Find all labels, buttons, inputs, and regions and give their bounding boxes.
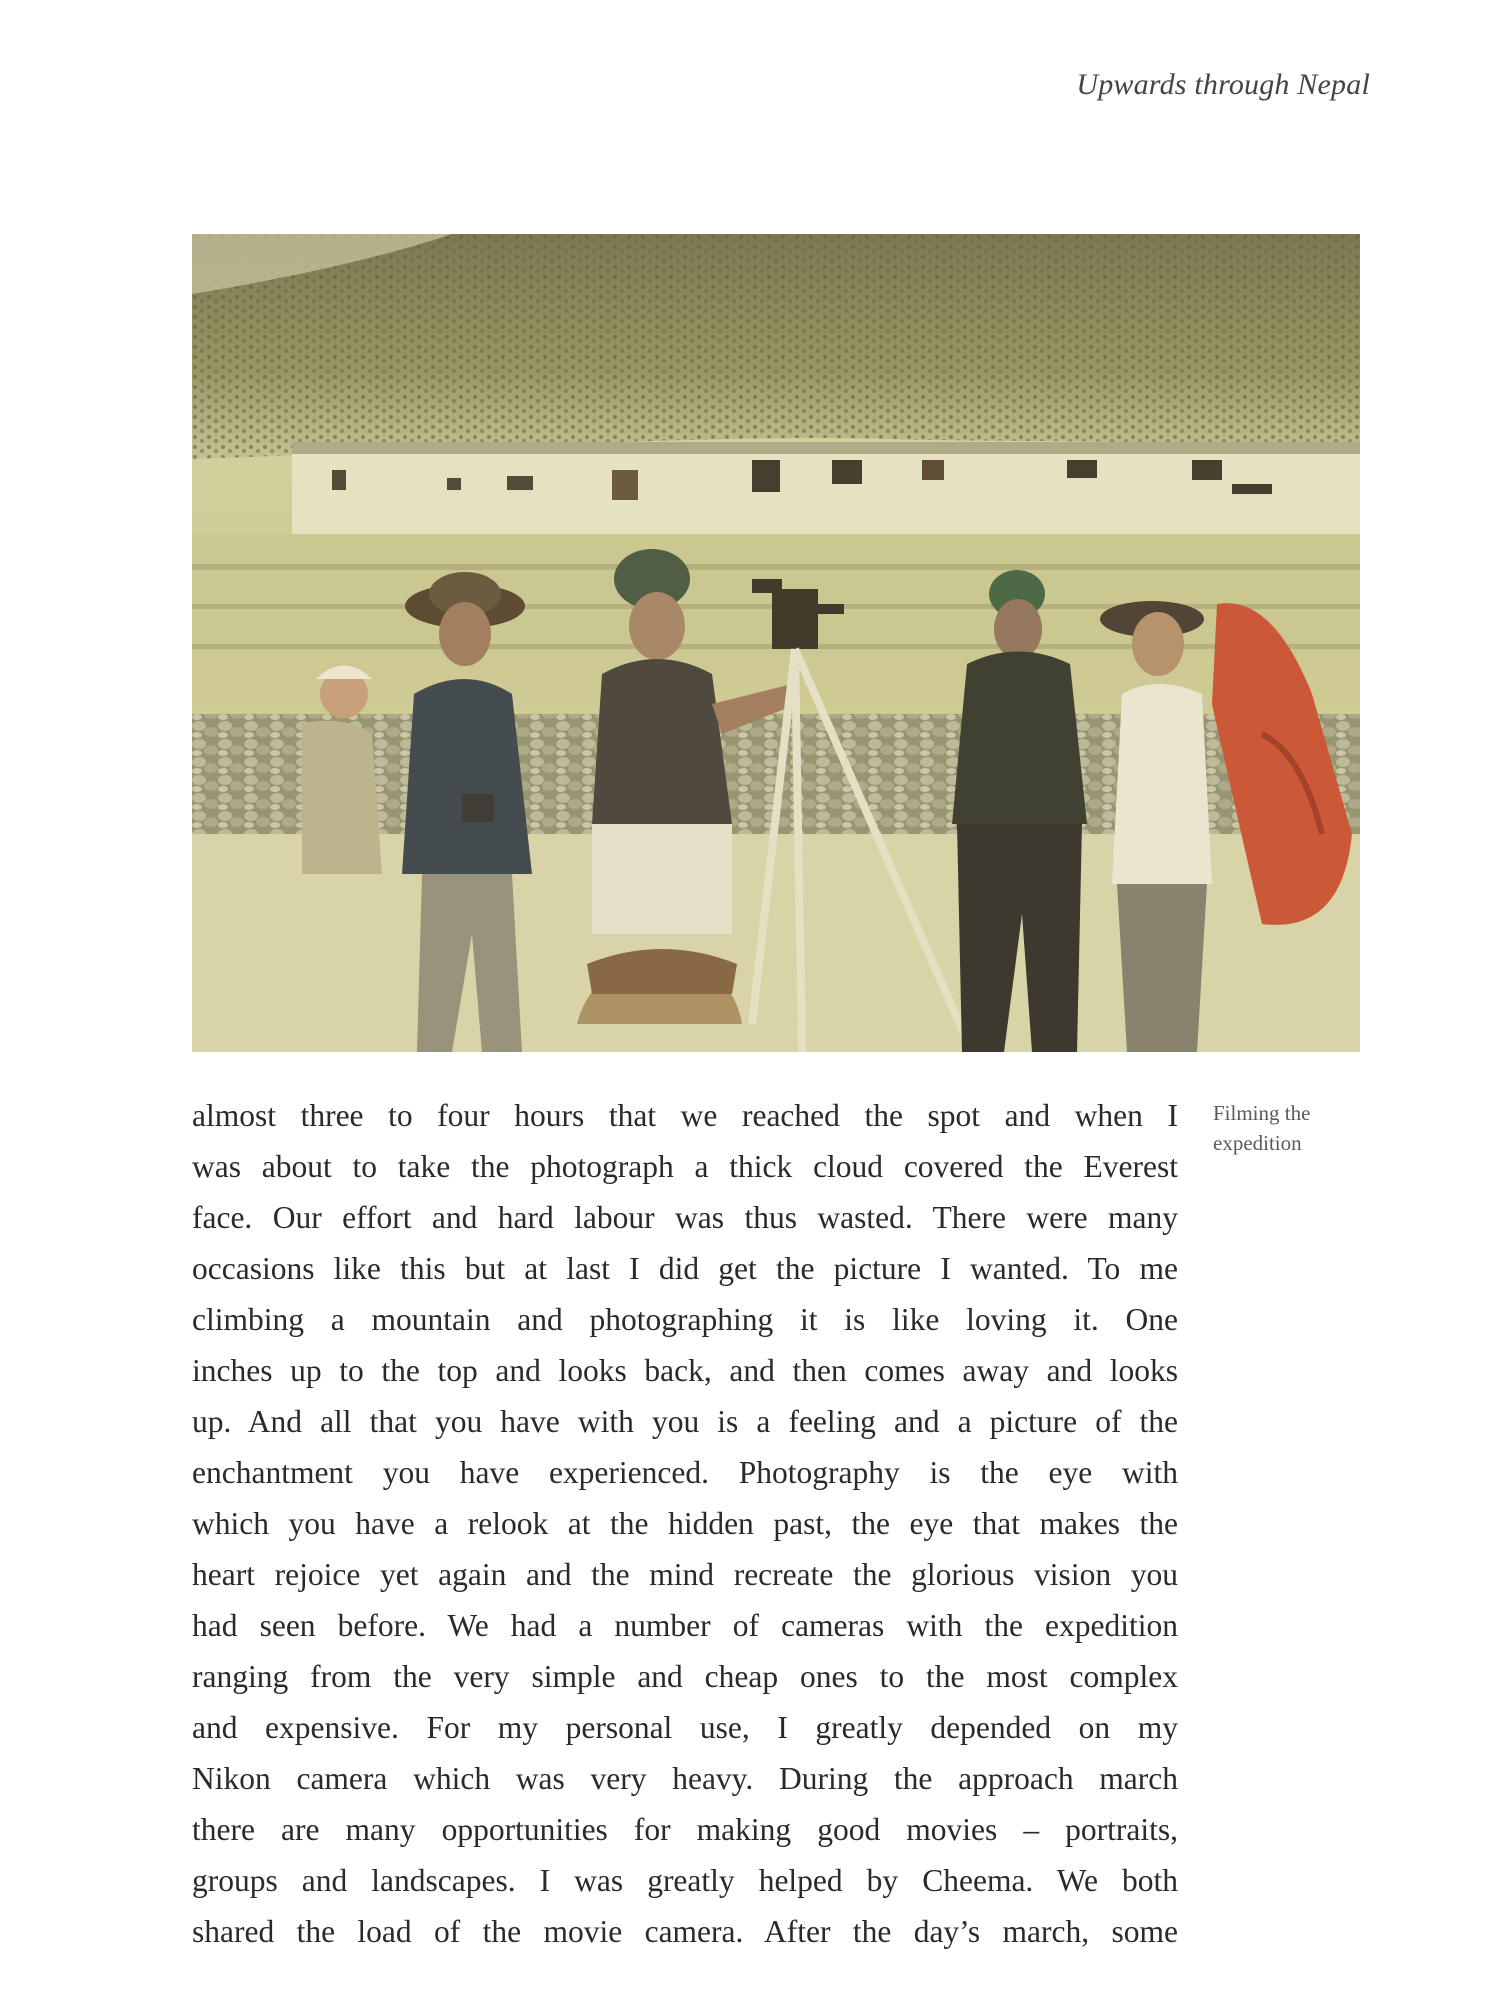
running-head: Upwards through Nepal [1076,68,1370,101]
photo-caption [1213,1098,1373,1158]
body-line: groups and landscapes. I was greatly helped by Cheema. We both [192,1863,1178,1898]
body-line: shared the load of the movie camera. After the day’s march, some [192,1914,1178,1949]
body-line: Nikon camera which was very heavy. During the approach march [192,1761,1178,1796]
body-line: was about to take the photograph a thick cloud covered the Everest [192,1149,1178,1184]
body-line: up. And all that you have with you is a feeling and a picture of the [192,1404,1178,1439]
body-line: occasions like this but at last I did get the picture I wanted. To me [192,1251,1178,1286]
body-line: inches up to the top and looks back, and then comes away and looks [192,1353,1178,1388]
body-line: face. Our effort and hard labour was thus wasted. There were many [192,1200,1178,1235]
body-line: had seen before. We had a number of cameras with the expedition [192,1608,1178,1643]
body-line: ranging from the very simple and cheap ones to the most complex [192,1659,1178,1694]
body-line: there are many opportunities for making good movies – portraits, [192,1812,1178,1847]
caption-line: Filming the [1213,1101,1311,1125]
body-line: almost three to four hours that we reached the spot and when I [192,1098,1178,1133]
body-line: heart rejoice yet again and the mind recreate the glorious vision you [192,1557,1178,1592]
body-line: and expensive. For my personal use, I greatly depended on my [192,1710,1178,1745]
body-line: enchantment you have experienced. Photography is the eye with [192,1455,1178,1490]
expedition-photo [192,234,1360,1052]
caption-line: expedition [1213,1131,1302,1155]
body-text [192,1090,1178,1957]
body-line: climbing a mountain and photographing it is like loving it. One [192,1302,1178,1337]
body-line: which you have a relook at the hidden past, the eye that makes the [192,1506,1178,1541]
